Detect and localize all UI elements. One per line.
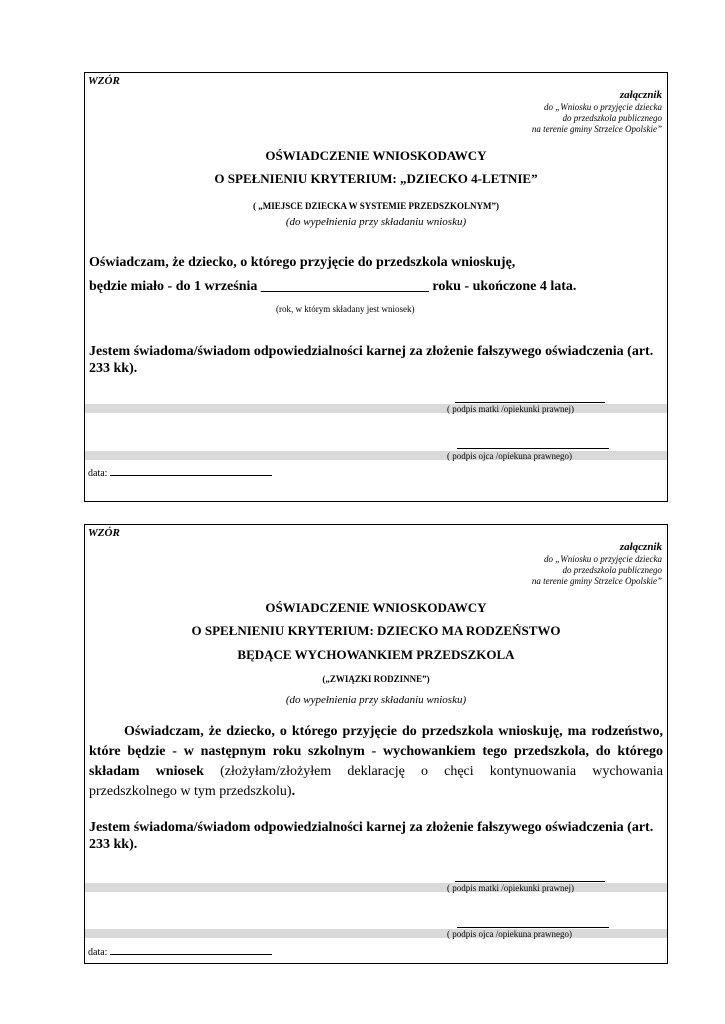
fill-instruction: (do wypełnienia przy składaniu wniosku)	[285, 694, 467, 706]
form-title: OŚWIADCZENIE WNIOSKODAWCY	[265, 600, 487, 615]
father-signature-label: ( podpis ojca /opiekuna prawnego)	[447, 451, 572, 461]
fill-instruction: (do wypełnienia przy składaniu wniosku)	[285, 216, 467, 228]
father-signature-line	[457, 927, 609, 928]
date-label: data:	[88, 468, 108, 479]
year-hint: (rok, w którym składany jest wniosek)	[276, 304, 415, 314]
template-label: WZÓR	[88, 75, 120, 87]
mother-signature-label: ( podpis matki /opiekunki prawnej)	[447, 883, 574, 893]
attachment-note: do „Wniosku o przyjęcie dziecka do przedszkola publicznego na terenie gminy Strzelce Opolskie”	[531, 102, 662, 134]
form-title-criterion-cont: BĘDĄCE WYCHOWANKIEM PRZEDSZKOLA	[237, 647, 515, 662]
date-line	[110, 954, 272, 955]
mother-signature-line	[455, 402, 605, 403]
declaration-form-age	[84, 72, 668, 502]
signature-band	[85, 451, 667, 460]
declaration-line-1: Oświadczam, że dziecko, o którego przyjęcie do przedszkola wnioskuję,	[89, 255, 516, 270]
mother-signature-label: ( podpis matki /opiekunki prawnej)	[447, 404, 574, 414]
mother-signature-line	[455, 881, 605, 882]
date-label: data:	[88, 947, 108, 958]
attachment-label: załącznik	[619, 89, 662, 101]
father-signature-label: ( podpis ojca /opiekuna prawnego)	[447, 929, 572, 939]
date-line	[110, 475, 272, 476]
signature-band	[85, 883, 667, 892]
date-field	[88, 947, 272, 958]
signature-band	[85, 929, 667, 938]
attachment-note: do „Wniosku o przyjęcie dziecka do przedszkola publicznego na terenie gminy Strzelce Opolskie”	[531, 554, 662, 586]
declaration-paragraph: Oświadczam, że dziecko, o którego przyjęcie do przedszkola wnioskuję, ma rodzeństwo, które będzie - w następnym roku szkolnym - wychowankiem tego przedszkola, do którego składam wniosek (złożyłam/złożyłem deklarację o chęci kontynuowania wychowania przedszkolnego w tym przedszkolu).	[89, 724, 663, 799]
father-signature-line	[457, 448, 609, 449]
form-title-criterion: O SPEŁNIENIU KRYTERIUM: „DZIECKO 4-LETNIE”	[214, 171, 538, 186]
form-title: OŚWIADCZENIE WNIOSKODAWCY	[265, 148, 487, 163]
declaration-line-2: będzie miało - do 1 września ________________________ roku - ukończone 4 lata.	[89, 279, 577, 294]
form-title-criterion: O SPEŁNIENIU KRYTERIUM: DZIECKO MA RODZEŃSTWO	[191, 623, 561, 638]
declaration-form-siblings	[84, 524, 668, 964]
responsibility-statement: Jestem świadoma/świadom odpowiedzialności karnej za złożenie fałszywego oświadczenia (art. 233 kk).	[89, 820, 654, 852]
criterion-subtitle: ( „MIEJSCE DZIECKA W SYSTEMIE PRZEDSZKOLNYM”)	[253, 201, 499, 211]
attachment-label: załącznik	[619, 541, 662, 553]
criterion-subtitle: („ZWIĄZKI RODZINNE”)	[322, 674, 430, 684]
responsibility-statement: Jestem świadoma/świadom odpowiedzialności karnej za złożenie fałszywego oświadczenia (art. 233 kk).	[89, 344, 654, 376]
date-field	[88, 468, 272, 479]
template-label: WZÓR	[88, 527, 120, 539]
signature-band	[85, 404, 667, 413]
